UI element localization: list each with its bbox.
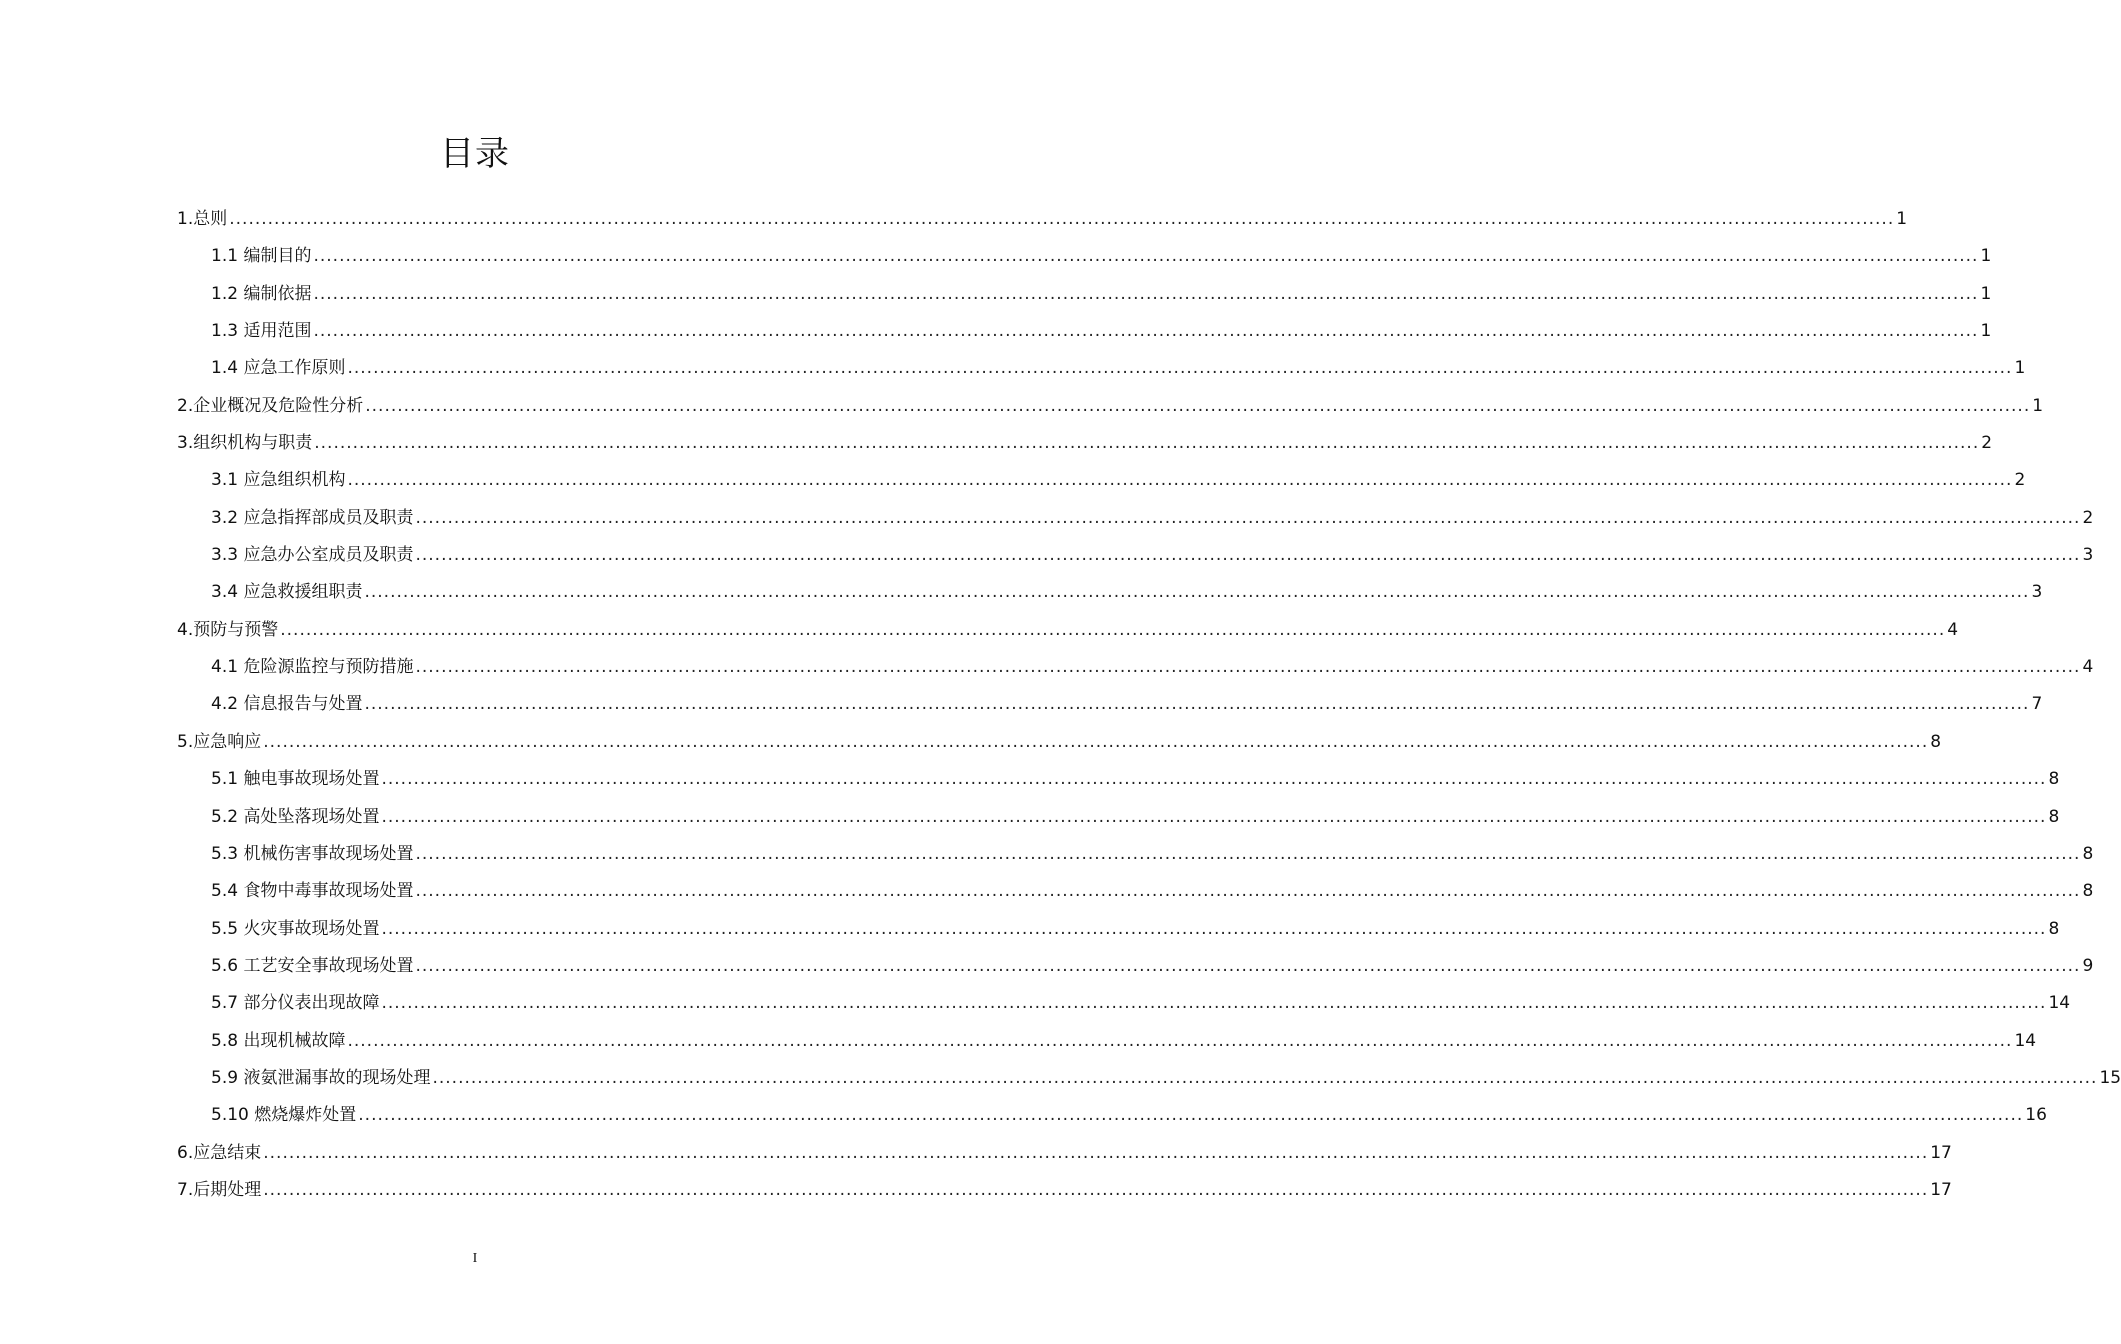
toc-dot-leader: ....................................................................................................................................................................................................................................................................: [263, 731, 1929, 752]
toc-dot-leader: ....................................................................................................................................................................................................................................................................: [313, 246, 1979, 267]
toc-entry-label: 4.2 信息报告与处置: [211, 694, 363, 715]
toc-entry-label: 5.2 高处坠落现场处置: [211, 806, 380, 827]
toc-entry-label: 3.2 应急指挥部成员及职责: [211, 507, 414, 528]
toc-entry-label: 1.4 应急工作原则: [211, 358, 346, 379]
toc-entry-page: 4: [1947, 619, 1959, 640]
toc-entry-page: 1: [1980, 246, 1992, 267]
toc-entry-page: 1: [1980, 283, 1992, 304]
toc-entry[interactable]: [177, 985, 2071, 1022]
toc-entry[interactable]: [177, 500, 2094, 537]
toc-entry[interactable]: [177, 462, 2026, 499]
toc-dot-leader: ....................................................................................................................................................................................................................................................................: [415, 507, 2081, 528]
toc-entry[interactable]: [177, 388, 2044, 425]
toc-entry-page: 1: [2032, 395, 2044, 416]
toc-entry-label: 3.1 应急组织机构: [211, 470, 346, 491]
toc-entry-label: 5.1 触电事故现场处置: [211, 769, 380, 790]
toc-entry-label: 5.8 出现机械故障: [211, 1030, 346, 1051]
toc-entry-label: 2.企业概况及危险性分析: [177, 395, 364, 416]
toc-dot-leader: ....................................................................................................................................................................................................................................................................: [347, 470, 2013, 491]
toc-entry[interactable]: [177, 911, 2060, 948]
toc-entry-page: 3: [2031, 582, 2043, 603]
toc-entry[interactable]: [177, 724, 1942, 761]
toc-dot-leader: ....................................................................................................................................................................................................................................................................: [365, 395, 2031, 416]
toc-entry-page: 8: [1930, 731, 1942, 752]
toc-dot-leader: ....................................................................................................................................................................................................................................................................: [263, 1142, 1929, 1163]
toc-entry-label: 1.2 编制依据: [211, 283, 312, 304]
toc-entry-label: 5.10 燃烧爆炸处置: [211, 1105, 357, 1126]
toc-entry-label: 5.7 部分仪表出现故障: [211, 993, 380, 1014]
toc-entry[interactable]: [177, 574, 2043, 611]
toc-dot-leader: ....................................................................................................................................................................................................................................................................: [415, 881, 2081, 902]
toc-entry-page: 1: [1980, 321, 1992, 342]
table-of-contents: [177, 201, 2121, 1209]
toc-entry[interactable]: [177, 761, 2060, 798]
toc-entry[interactable]: [177, 1060, 2121, 1097]
toc-entry-page: 2: [2082, 507, 2094, 528]
toc-entry[interactable]: [177, 313, 1992, 350]
toc-entry[interactable]: [177, 1172, 1952, 1209]
toc-dot-leader: ....................................................................................................................................................................................................................................................................: [313, 283, 1979, 304]
toc-entry-label: 3.3 应急办公室成员及职责: [211, 545, 414, 566]
toc-entry-page: 14: [2048, 993, 2071, 1014]
toc-entry-page: 3: [2082, 545, 2094, 566]
toc-dot-leader: ....................................................................................................................................................................................................................................................................: [280, 619, 1946, 640]
toc-entry-label: 1.1 编制目的: [211, 246, 312, 267]
toc-entry-label: 4.预防与预警: [177, 619, 279, 640]
toc-entry[interactable]: [177, 649, 2094, 686]
toc-entry[interactable]: [177, 201, 1908, 238]
toc-entry-label: 5.5 火灾事故现场处置: [211, 918, 380, 939]
toc-entry-label: 7.后期处理: [177, 1179, 262, 1200]
toc-dot-leader: ....................................................................................................................................................................................................................................................................: [263, 1179, 1929, 1200]
page-number: I: [472, 1251, 478, 1266]
toc-entry-label: 1.总则: [177, 209, 228, 229]
toc-entry-page: 8: [2082, 881, 2094, 902]
toc-entry[interactable]: [177, 686, 2043, 723]
toc-dot-leader: ....................................................................................................................................................................................................................................................................: [381, 993, 2047, 1014]
toc-entry-label: 1.3 适用范围: [211, 321, 312, 342]
toc-entry[interactable]: [177, 612, 1959, 649]
toc-entry-page: 8: [2048, 918, 2060, 939]
toc-entry-label: 5.应急响应: [177, 731, 262, 752]
toc-dot-leader: ....................................................................................................................................................................................................................................................................: [432, 1067, 2098, 1088]
toc-entry-page: 4: [2082, 657, 2094, 678]
toc-entry[interactable]: [177, 836, 2094, 873]
toc-dot-leader: ....................................................................................................................................................................................................................................................................: [415, 545, 2081, 566]
page-title: 目录: [440, 133, 510, 174]
toc-entry[interactable]: [177, 1097, 2047, 1134]
toc-entry-label: 5.3 机械伤害事故现场处置: [211, 843, 414, 864]
toc-entry-page: 1: [2014, 358, 2026, 379]
toc-dot-leader: ....................................................................................................................................................................................................................................................................: [314, 433, 1980, 454]
toc-entry[interactable]: [177, 948, 2094, 985]
toc-dot-leader: ....................................................................................................................................................................................................................................................................: [415, 657, 2081, 678]
toc-dot-leader: ....................................................................................................................................................................................................................................................................: [381, 769, 2047, 790]
toc-entry-label: 5.9 液氨泄漏事故的现场处理: [211, 1067, 431, 1088]
toc-dot-leader: ....................................................................................................................................................................................................................................................................: [381, 806, 2047, 827]
toc-entry-page: 7: [2031, 694, 2043, 715]
toc-dot-leader: ....................................................................................................................................................................................................................................................................: [229, 209, 1895, 229]
toc-entry-page: 16: [2025, 1105, 2047, 1126]
toc-entry[interactable]: [177, 350, 2026, 387]
toc-dot-leader: ....................................................................................................................................................................................................................................................................: [415, 955, 2081, 976]
toc-dot-leader: ....................................................................................................................................................................................................................................................................: [364, 694, 2030, 715]
toc-entry-label: 5.4 食物中毒事故现场处置: [211, 881, 414, 902]
toc-dot-leader: ....................................................................................................................................................................................................................................................................: [364, 582, 2030, 603]
toc-entry-label: 3.4 应急救援组职责: [211, 582, 363, 603]
toc-dot-leader: ....................................................................................................................................................................................................................................................................: [347, 358, 2013, 379]
toc-entry-page: 17: [1930, 1179, 1952, 1200]
toc-entry-page: 2: [1981, 433, 1993, 454]
toc-entry-page: 9: [2082, 955, 2094, 976]
toc-entry-page: 2: [2014, 470, 2026, 491]
toc-entry-page: 14: [2014, 1030, 2037, 1051]
toc-dot-leader: ....................................................................................................................................................................................................................................................................: [381, 918, 2047, 939]
toc-entry-page: 1: [1896, 209, 1908, 229]
toc-entry-label: 6.应急结束: [177, 1142, 262, 1163]
toc-entry[interactable]: [177, 1023, 2037, 1060]
toc-entry-page: 8: [2048, 806, 2060, 827]
toc-entry-label: 3.组织机构与职责: [177, 433, 313, 454]
toc-dot-leader: ....................................................................................................................................................................................................................................................................: [358, 1105, 2024, 1126]
toc-entry-page: 15: [2099, 1067, 2121, 1088]
toc-entry[interactable]: [177, 1135, 1952, 1172]
toc-dot-leader: ....................................................................................................................................................................................................................................................................: [313, 321, 1979, 342]
toc-entry[interactable]: [177, 425, 1993, 462]
toc-entry[interactable]: [177, 537, 2094, 574]
toc-entry-page: 8: [2048, 769, 2060, 790]
toc-entry-label: 5.6 工艺安全事故现场处置: [211, 955, 414, 976]
toc-entry-label: 4.1 危险源监控与预防措施: [211, 657, 414, 678]
toc-entry[interactable]: [177, 238, 1992, 275]
toc-entry[interactable]: [177, 873, 2094, 910]
toc-dot-leader: ....................................................................................................................................................................................................................................................................: [347, 1030, 2013, 1051]
toc-entry[interactable]: [177, 799, 2060, 836]
toc-entry[interactable]: [177, 276, 1992, 313]
toc-entry-page: 8: [2082, 843, 2094, 864]
toc-dot-leader: ....................................................................................................................................................................................................................................................................: [415, 843, 2081, 864]
toc-entry-page: 17: [1930, 1142, 1952, 1163]
